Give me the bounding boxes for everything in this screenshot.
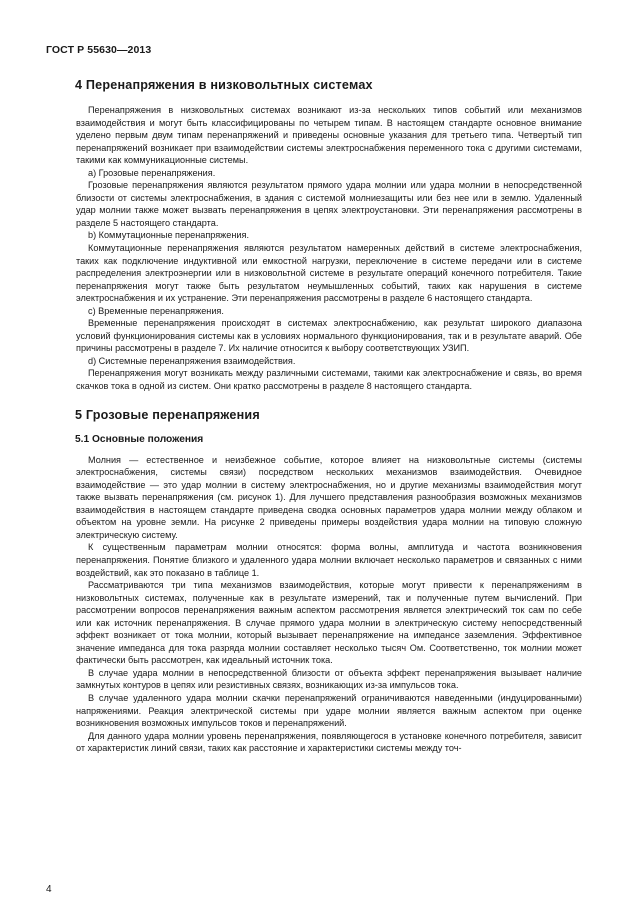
paragraph: Рассматриваются три типа механизмов взаимодействия, которые могут привести к перенапряжениям в низковольтных системах, полученные как в результате измерений, так и полученные путем вычислений. При рассмотрении вопросов перенапряжения важным аспектом рассмотрения является электрический ток сам по себе или как источник перенапряжения. В случае прямого удара молнии в электрическую систему непосредственный эффект возникает от тока молнии, который вызывает перенапряжение на импедансе заземления. Эффективное значение импеданса для тока разряда молнии составляет несколько тысяч Ом. Соответственно, ток молнии может фактически быть рассмотрен, как идеальный источник тока. <box>76 580 582 666</box>
paragraph: Молния — естественное и неизбежное событие, которое влияет на низковольтные системы (системы электроснабжения, системы связи) посредством нескольких механизмов взаимодействия. Очевидное взаимодействие — это удар молнии в систему электроснабжения, но и другие механизмы взаимодействия могут также вызвать перенапряжения (см. рисунок 1). Для лучшего представления разнообразия возможных механизмов взаимодействия в настоящем стандарте приведена сводка основных параметров удара молнии между облаком и объектом на уровне земли. На рисунке 2 приведены примеры воздействия удара молнии на типовую сложную электрическую систему. <box>76 454 582 540</box>
list-item-b: b) Коммутационные перенапряжения. <box>88 230 249 241</box>
paragraph: Перенапряжения могут возникать между различными системами, такими как электроснабжение и связь, во время скачков тока в одной из систем. Они кратко рассмотрены в разделе 8 настоящего стандарта. <box>76 368 582 392</box>
page-number: 4 <box>46 884 52 895</box>
paragraph: Временные перенапряжения происходят в системах электроснабжению, как результат широкого диапазона условий функционирования системы как в условиях нормального функционирования, так и в результате аварий. Обе причины рассмотрены в разделе 7. Их наличие относится к выбору соответствующих УЗИП. <box>76 318 582 354</box>
page-content <box>76 78 582 755</box>
list-item-c: c) Временные перенапряжения. <box>88 305 224 316</box>
document-code: ГОСТ Р 55630—2013 <box>46 44 152 56</box>
section-5-title: 5 Грозовые перенапряжения <box>75 407 260 422</box>
paragraph: Коммутационные перенапряжения являются результатом намеренных действий в системе электроснабжения, таких как подключение индуктивной или емкостной нагрузки, переключение в системе передачи или в системе распределения электроэнергии или в низковольтной системе в результате операций конечного потребителя. Такие перенапряжения могут также быть результатом неумышленных событий, таких как нарушения в системе электроснабжения и их устранение. Эти перенапряжения рассмотрены в разделе 6 настоящего стандарта. <box>76 243 582 304</box>
section-4-body <box>76 104 582 393</box>
list-item-d: d) Системные перенапряжения взаимодействия. <box>88 355 296 366</box>
paragraph: В случае удаленного удара молнии скачки перенапряжений ограничиваются наведенными (индуцированными) напряжениями. Реакция электрической системы при ударе молнии является важным аспектом при оценке возникновения возможных импульсов токов и перенапряжений. <box>76 692 582 729</box>
section-4-title: 4 Перенапряжения в низковольтных системах <box>75 78 373 92</box>
paragraph: Перенапряжения в низковольтных системах возникают из-за нескольких типов событий или механизмов взаимодействия и могут быть классифицированы по четырем типам. В настоящем стандарте основное внимание уделено первым двум типам перенапряжений и приведены основные указания для третьего типа. Четвертый тип перенапряжений возникает при взаимодействии системы электроснабжения переменного тока с другими системами, такими как коммуникационные системы. <box>76 105 582 166</box>
subsection-5-1-title: 5.1 Основные положения <box>75 433 204 445</box>
paragraph: В случае удара молнии в непосредственной близости от объекта эффект перенапряжения вызывает наличие замкнутых контуров в цепях или резистивных связях, возникающих из-за импульсов тока. <box>76 667 582 691</box>
paragraph: Грозовые перенапряжения являются результатом прямого удара молнии или удара молнии в непосредственной близости от системы электроснабжения, в здания с системой молниезащиты или без нее или в землю. Удаленный удар молнии также может вызвать перенапряжения в цепях электроустановки. Эти перенапряжения рассмотрены в разделе 5 настоящего стандарта. <box>76 180 582 228</box>
list-item-a: a) Грозовые перенапряжения. <box>88 167 216 178</box>
paragraph: Для данного удара молнии уровень перенапряжения, появляющегося в установке конечного потребителя, зависит от характеристик линий связи, таких как расстояние и характеристики системы между точ- <box>76 730 582 754</box>
section-5-body <box>76 454 582 755</box>
paragraph: К существенным параметрам молнии относятся: форма волны, амплитуда и частота возникновения перенапряжения. Понятие близкого и удаленного удара молнии включает несколько параметров и связанных с ними воздействий, как это показано в таблице 1. <box>76 542 582 578</box>
